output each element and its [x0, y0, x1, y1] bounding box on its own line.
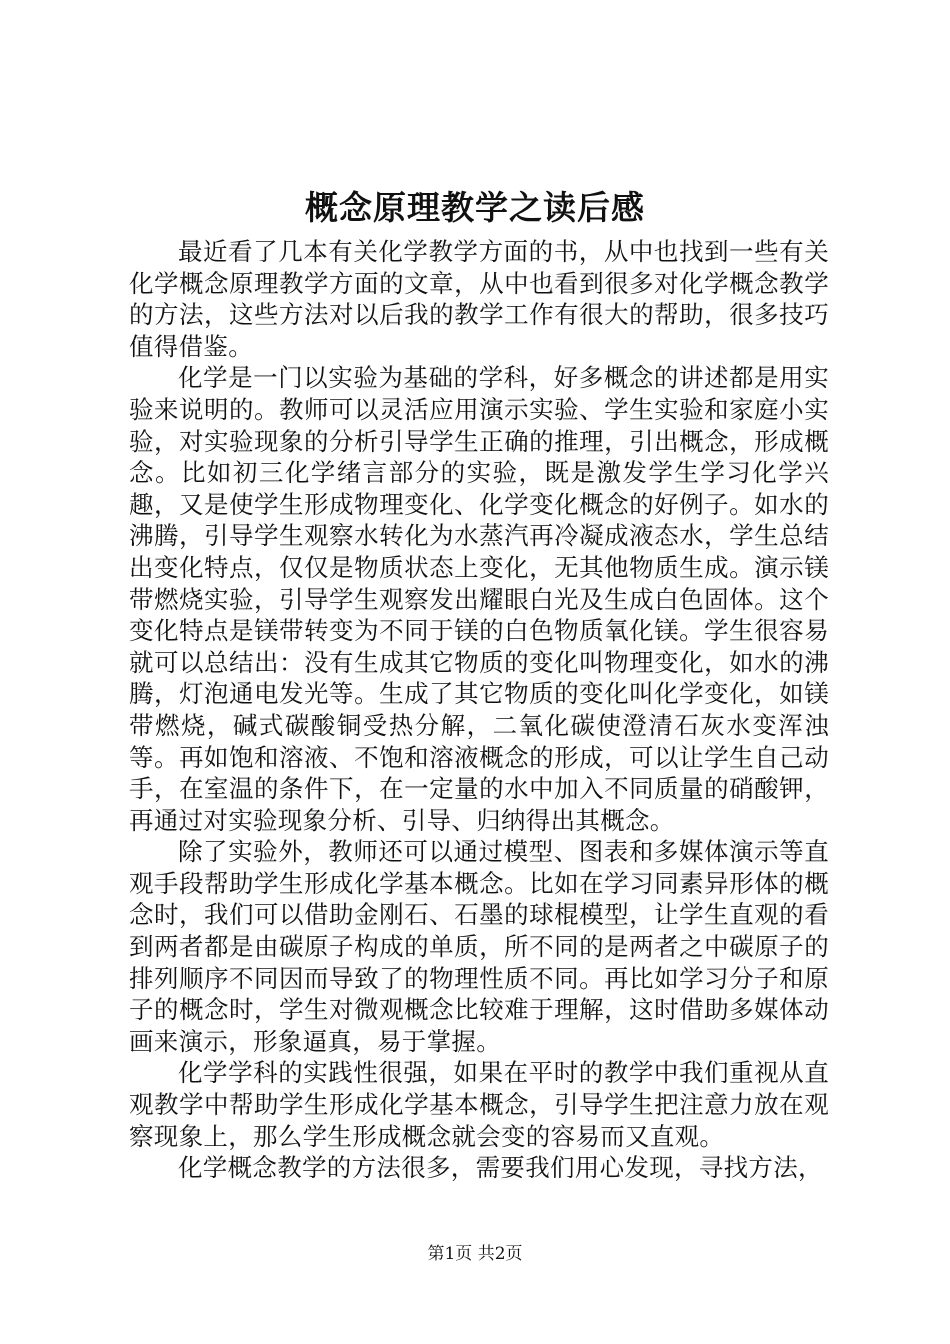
paragraph: 化学概念教学的方法很多，需要我们用心发现，寻找方法，	[178, 1153, 823, 1183]
paragraph: 化学是一门以实验为基础的学科，好多概念的讲述都是用实验来说明的。教师可以灵活应用演示实验、学生实验和家庭小实验，对实验现象的分析引导学生正确的推理，引出概念，形成概念。比如初三化学绪言部分的实验，既是激发学生学习化学兴趣，又是使学生形成物理变化、化学变化概念的好例子。如水的沸腾，引导学生观察水转化为水蒸汽再冷凝成液态水，学生总结出变化特点，仅仅是物质状态上变化，无其他物质生成。演示镁带燃烧实验，引导学生观察发出耀眼白光及生成白色固体。这个变化特点是镁带转变为不同于镁的白色物质氧化镁。学生很容易就可以总结出：没有生成其它物质的变化叫物理变化，如水的沸腾，灯泡通电发光等。生成了其它物质的变化叫化学变化，如镁带燃烧，碱式碳酸铜受热分解，二氧化碳使澄清石灰水变浑浊等。再如饱和溶液、不饱和溶液概念的形成，可以让学生自己动手，在室温的条件下，在一定量的水中加入不同质量的硝酸钾，再通过对实验现象分析、引导、归纳得出其概念。	[129, 363, 829, 835]
document-body	[129, 236, 829, 1184]
paragraph: 除了实验外，教师还可以通过模型、图表和多媒体演示等直观手段帮助学生形成化学基本概念。比如在学习同素异形体的概念时，我们可以借助金刚石、石墨的球棍模型，让学生直观的看到两者都是由碳原子构成的单质，所不同的是两者之中碳原子的排列顺序不同因而导致了的物理性质不同。再比如学习分子和原子的概念时，学生对微观概念比较难于理解，这时借助多媒体动画来演示，形象逼真，易于掌握。	[129, 837, 829, 1056]
document-title: 概念原理教学之读后感	[305, 188, 645, 227]
paragraph: 最近看了几本有关化学教学方面的书，从中也找到一些有关化学概念原理教学方面的文章，从中也看到很多对化学概念教学的方法，这些方法对以后我的教学工作有很大的帮助，很多技巧值得借鉴。	[129, 237, 829, 361]
page-footer: 第1页 共2页	[427, 1244, 523, 1264]
paragraph: 化学学科的实践性很强，如果在平时的教学中我们重视从直观教学中帮助学生形成化学基本概念，引导学生把注意力放在观察现象上，那么学生形成概念就会变的容易而又直观。	[129, 1058, 829, 1151]
